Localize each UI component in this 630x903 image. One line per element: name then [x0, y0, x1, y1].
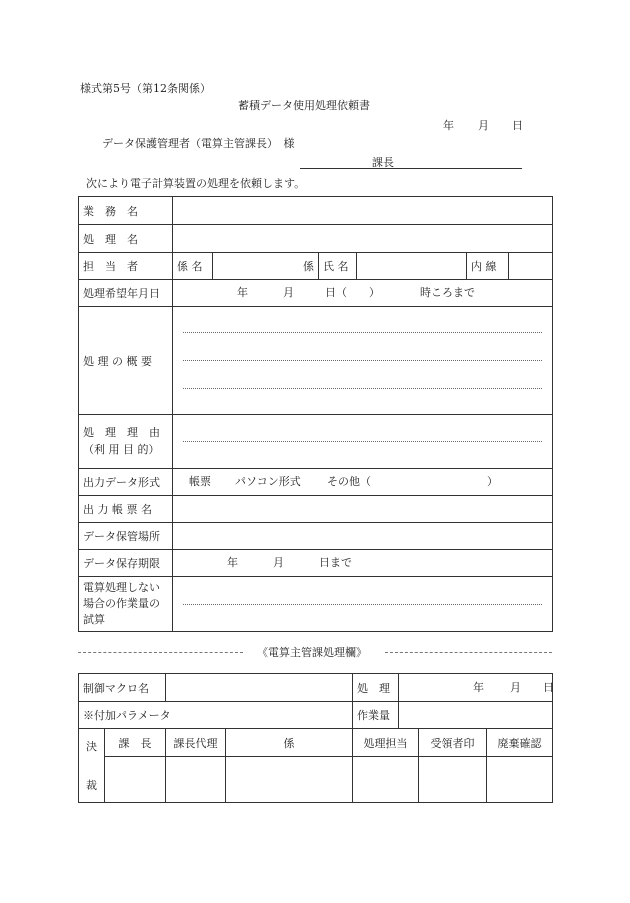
disposal-check-header: 廃棄確認	[487, 729, 553, 757]
extension-field[interactable]	[509, 253, 553, 280]
desired-year: 年	[237, 286, 248, 299]
reason-line	[183, 441, 542, 442]
document-title: 蓄積データ使用処理依頼書	[238, 99, 370, 112]
disposal-check-cell[interactable]	[487, 757, 553, 803]
date-year: 年	[443, 119, 454, 132]
section-chief-label: 課長	[372, 156, 394, 169]
decision-char-2: 裁	[86, 778, 97, 792]
overview-field[interactable]	[173, 307, 553, 415]
separator-left	[78, 652, 243, 653]
section-suffix: 係	[303, 260, 314, 273]
decision-char-1: 決	[86, 739, 97, 753]
reason-label-line-1: 処 理 理 由	[83, 426, 160, 439]
storage-place-field[interactable]	[173, 523, 553, 550]
process-year: 年	[473, 680, 484, 694]
workload-estimate-field[interactable]	[173, 577, 553, 632]
process-name-field[interactable]	[173, 225, 553, 253]
addressee: データ保護管理者（電算主管課長） 様	[102, 137, 295, 150]
workload-label: 作業量	[353, 702, 399, 729]
parameter-field[interactable]	[79, 702, 353, 729]
separator-right	[385, 652, 552, 653]
storage-place-label: データ保管場所	[79, 523, 173, 550]
overview-line-1	[183, 332, 542, 333]
extension-label: 内 線	[467, 253, 509, 280]
overview-label: 処 理 の 概 要	[79, 307, 173, 415]
desired-date-field[interactable]	[173, 280, 553, 307]
reason-label	[79, 415, 173, 469]
storage-month: 月	[273, 556, 284, 569]
receiver-seal-cell[interactable]	[419, 757, 487, 803]
workload-line	[183, 604, 542, 605]
process-month: 月	[510, 680, 521, 694]
decision-label	[79, 729, 105, 803]
process-name-label: 処 理 名	[79, 225, 173, 253]
output-option-other[interactable]: その他（	[327, 475, 371, 488]
process-day: 日	[543, 680, 554, 694]
output-option-report[interactable]: 帳票	[189, 475, 211, 488]
desired-month: 月	[283, 286, 294, 299]
deputy-header: 課長代理	[166, 729, 226, 757]
processor-seal-cell[interactable]	[353, 757, 419, 803]
overview-line-2	[183, 360, 542, 361]
workload-label-line-3: 試算	[83, 612, 105, 626]
workload-estimate-label	[79, 577, 173, 632]
name-label: 氏 名	[319, 253, 357, 280]
section-label: 係 名	[173, 253, 213, 280]
overview-line-3	[183, 388, 542, 389]
storage-period-label: データ保存期限	[79, 550, 173, 577]
section-field[interactable]	[213, 253, 319, 280]
output-form-field[interactable]	[173, 496, 553, 523]
storage-day: 日まで	[319, 556, 352, 569]
macro-label: 制御マクロ名	[79, 674, 166, 702]
workload-label-line-1: 電算処理しない	[83, 581, 160, 595]
desired-day: 日（ ）	[325, 286, 380, 299]
deputy-seal-cell[interactable]	[166, 757, 226, 803]
macro-field[interactable]	[166, 674, 353, 702]
name-field[interactable]	[357, 253, 467, 280]
intro-text: 次により電子計算装置の処理を依頼します。	[86, 177, 306, 190]
admin-table	[78, 673, 553, 803]
form-number: 様式第5号（第12条関係）	[80, 82, 211, 95]
business-name-label: 業 務 名	[79, 197, 173, 225]
admin-section-title: 《電算主管課処理欄》	[257, 646, 367, 659]
output-format-label: 出力データ形式	[79, 469, 173, 496]
chief-seal-cell[interactable]	[105, 757, 166, 803]
receiver-seal-header: 受領者印	[419, 729, 487, 757]
output-option-close: ）	[487, 475, 498, 488]
chief-header: 課 長	[105, 729, 166, 757]
request-form-table	[78, 196, 553, 632]
process-date-field[interactable]	[399, 674, 553, 702]
output-option-pc[interactable]: パソコン形式	[235, 475, 301, 488]
workload-field[interactable]	[399, 702, 553, 729]
date-day: 日	[512, 119, 523, 132]
person-in-charge-label: 担 当 者	[79, 253, 173, 280]
output-form-label: 出 力 帳 票 名	[79, 496, 173, 523]
output-format-field[interactable]	[173, 469, 553, 496]
staff-seal-cell[interactable]	[226, 757, 353, 803]
workload-label-line-2: 場合の作業量の	[83, 597, 160, 611]
signature-line[interactable]	[300, 168, 522, 169]
parameter-label: ※付加パラメータ	[83, 709, 171, 722]
desired-date-label: 処理希望年月日	[79, 280, 173, 307]
desired-time: 時ころまで	[420, 286, 475, 299]
storage-period-field[interactable]	[173, 550, 553, 577]
business-name-field[interactable]	[173, 197, 553, 225]
staff-header: 係	[226, 729, 353, 757]
reason-field[interactable]	[173, 415, 553, 469]
date-month: 月	[478, 119, 489, 132]
reason-label-line-2: （利 用 目 的）	[83, 442, 160, 456]
process-label: 処 理	[353, 674, 399, 702]
storage-year: 年	[227, 556, 238, 569]
processor-header: 処理担当	[353, 729, 419, 757]
